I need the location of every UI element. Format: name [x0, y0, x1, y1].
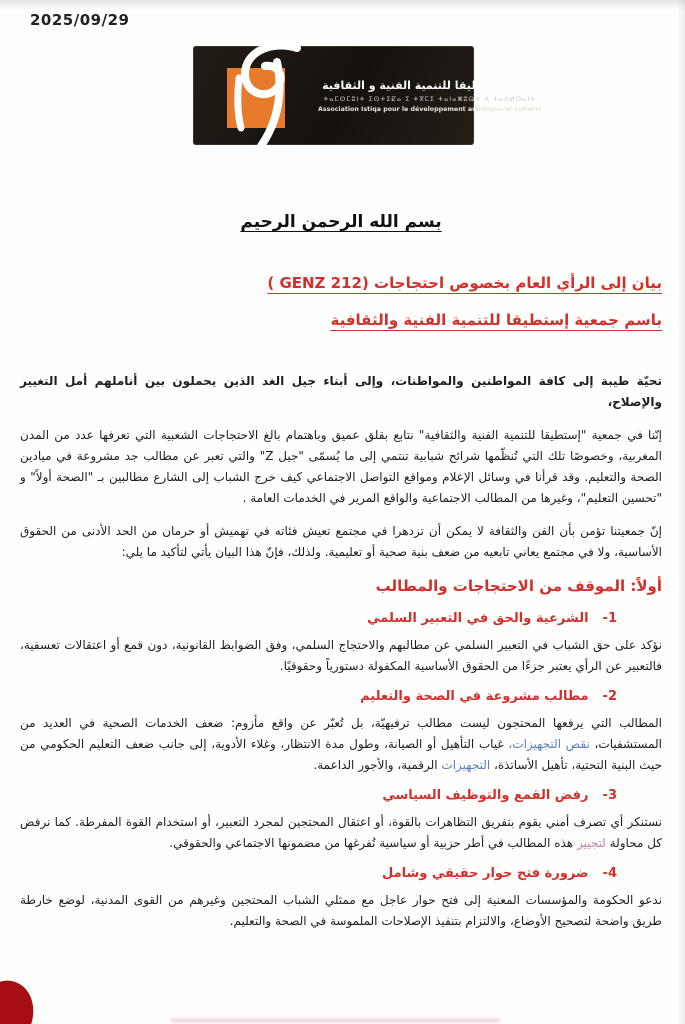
item-title	[20, 788, 617, 803]
item-body-segment: الرقمية، والأجور الداعمة.	[313, 758, 442, 772]
org-name-arabic: جمعية إستطيقا للتنمية الفنية و الثقافية	[322, 78, 538, 92]
item-body-segment: هذه المطالب في أطر حزبية أو سياسية تُفرغها من مضمونها الاجتماعي والحقوقي.	[169, 836, 577, 850]
item-number: 2-	[602, 689, 617, 704]
document-date: 2025/09/29	[30, 11, 130, 29]
red-stamp-fragment	[0, 971, 45, 1024]
item-title-text: الشرعية والحق في التعبير السلمي	[367, 611, 589, 626]
item-title	[20, 611, 617, 626]
section-heading-first: أولاً: الموقف من الاحتجاجات والمطالب	[375, 577, 662, 595]
statement-title-line1: بيان إلى الرأي العام بخصوص احتجاجات (GENZ 212 )	[267, 274, 662, 292]
item-number: 3-	[602, 788, 617, 803]
item-title	[20, 866, 617, 881]
statement-body	[20, 212, 662, 944]
item-body-segment-blue: التجهيزات	[441, 758, 491, 772]
logo-calligraphy-icon	[201, 38, 317, 154]
statement-item	[20, 788, 662, 854]
association-logo-banner	[193, 46, 542, 145]
logo-artwork	[193, 46, 318, 145]
scan-smudge	[170, 1018, 500, 1023]
item-title-text: رفض القمع والتوظيف السياسي	[382, 788, 589, 803]
item-body-segment: غياب التأهيل أو الصيانة، وطول مدة الانتظار، وغلاء الأدوية، إلى جانب ضعف التعليم الحكومي من حيث البنية التحتية، تأهيل الأساتذة،	[20, 737, 662, 772]
statement-title-line2: باسم جمعية إستطيقا للتنمية الفنية والثقافية	[330, 311, 662, 329]
item-title-text: ضرورة فتح حوار حقيقي وشامل	[381, 866, 589, 881]
item-body-segment-pink: لتجيير	[576, 836, 606, 850]
item-title	[20, 689, 617, 704]
greeting-paragraph: تحيّة طيبة إلى كافة المواطنين والمواطنات، وإلى أبناء جيل الغد الذين يحملون بين أناملهم أمل التغيير والإصلاح،	[20, 374, 662, 409]
basmala-heading: بسم الله الرحمن الرحيم	[240, 212, 442, 232]
org-name-tifinagh: ⵜⴰⵎⵙⵎⵓⵏⵜ ⵉⵙⵜⵉⵇⴰ ⵉ ⵜⴳⵎⵉ ⵜⴰⵏⴰⵥⵓⵕⵜ ⴷ ⵜⴰⴷⵍⵙⴰⵏⵜ	[323, 94, 537, 103]
item-number: 4-	[602, 866, 617, 881]
item-body-segment-blue: نقص التجهيزات،	[508, 737, 590, 751]
statement-item	[20, 866, 662, 932]
statement-item	[20, 689, 662, 776]
item-body-segment: نستنكر أي تصرف أمني يقوم بتفريق التظاهرات بالقوة، أو اعتقال المحتجين لمجرد التعبير، أو استخدام القوة المفرطة. كما نرفض كل محاولة	[20, 815, 662, 850]
statement-item	[20, 611, 662, 677]
logo-text-block	[318, 79, 550, 113]
org-name-french: Association Istiqa pour le développement artistique et culturel	[318, 105, 542, 113]
item-body-segment: المطالب التي يرفعها المحتجون ليست مطالب ترفيهيّة، بل تُعبّر عن واقع مأزوم: ضعف الخدمات الصحية في العديد من المستشفيات،	[20, 716, 663, 751]
intro-paragraph-2: إنّ جمعيتنا تؤمن بأن الفن والثقافة لا يمكن أن تزدهرا في مجتمع تعيش فئاته في تهميش أو حرمان من الحد الأدنى من الحقوق الأساسية، ولا في مجتمع يعاني تابعيه من ضعف بنية صحية أو تعليمية. ولذلك، فإنّ هذا البيان يأتي لتأكيد ما يلي:	[20, 524, 662, 559]
intro-paragraph-1: إنّنا في جمعية "إستطيقا للتنمية الفنية والثقافية" نتابع بقلق عميق وباهتمام بالغ الاحتجاجات الشعبية التي تعرفها عدد من المدن المغربية، وخصوصًا تلك التي تُنظّمها شرائح شبابية تنتمي إلى ما يُسمّى "جيل Z" والتي تعبر عن مطالب جد مشروعة في ميادين الصحة والتعليم. وقد قرأنا في وسائل الإعلام ومواقع التواصل الاجتماعي كيف خرج الشباب إلى الشارع مطالبين بـ "الصحة أولاً" و "تحسين التعليم"، وغيرها من المطالب الاجتماعية والواقع المرير في الخدمات العامة .	[20, 428, 663, 505]
item-title-text: مطالب مشروعة في الصحة والتعليم	[360, 689, 589, 704]
item-body	[20, 713, 662, 776]
scan-edge-shadow-top	[0, 0, 685, 10]
item-number: 1-	[602, 611, 617, 626]
item-body	[20, 812, 662, 854]
item-body: ندعو الحكومة والمؤسسات المعنية إلى فتح حوار عاجل مع ممثلي الشباب المحتجين وغيرهم من القوى المدنية، لوضع خارطة طريق واضحة لتصحيح الأوضاع، والالتزام بتنفيذ الإصلاحات الملموسة في الصحة والتعليم.	[20, 893, 662, 928]
scan-edge-shadow-right	[677, 0, 685, 1024]
item-body: نؤكد على حق الشباب في التعبير السلمي عن مطالبهم والاحتجاج السلمي، وفق الضوابط القانونية، دون قمع أو اعتقالات تعسفية، فالتعبير عن الرأي يعتبر جزءًا من الحقوق الأساسية المكفولة دستورياً وحقوقيًا.	[20, 638, 662, 673]
